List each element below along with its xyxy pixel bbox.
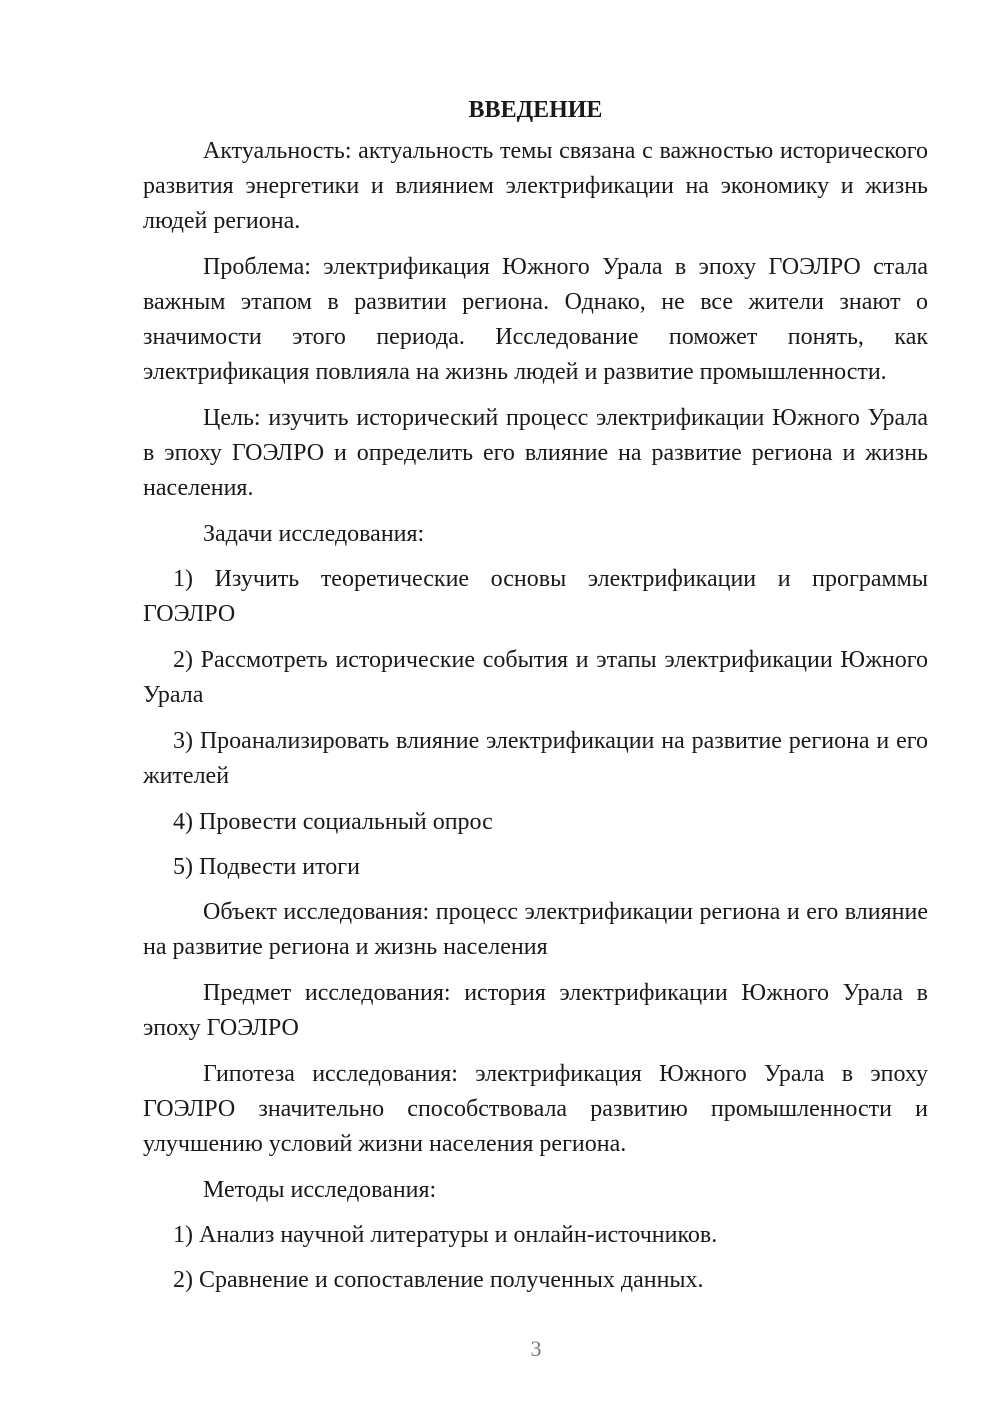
task-item: 4) Провести социальный опрос: [173, 809, 493, 835]
task-item: 2) Рассмотреть исторические события и этапы электрификации Южного Урала: [143, 647, 928, 708]
section-title: ВВЕДЕНИЕ: [468, 97, 603, 123]
task-item: 1) Изучить теоретические основы электрификации и программы ГОЭЛРО: [143, 566, 928, 627]
method-item: 1) Анализ научной литературы и онлайн-источников.: [173, 1222, 718, 1248]
goal-paragraph: Цель: изучить исторический процесс электрификации Южного Урала в эпоху ГОЭЛРО и определить его влияние на развитие региона и жизнь населения.: [143, 405, 928, 501]
hypothesis-paragraph: Гипотеза исследования: электрификация Южного Урала в эпоху ГОЭЛРО значительно способствовала развитию промышленности и улучшению условий жизни населения региона.: [143, 1061, 928, 1157]
problem-paragraph: Проблема: электрификация Южного Урала в эпоху ГОЭЛРО стала важным этапом в развитии региона. Однако, не все жители знают о значимости этого периода. Исследование поможет понять, как электрификация повлияла на жизнь людей и развитие промышленности.: [143, 254, 928, 385]
task-item: 5) Подвести итоги: [173, 854, 360, 880]
tasks-heading: Задачи исследования:: [203, 521, 425, 547]
method-item: 2) Сравнение и сопоставление полученных данных.: [173, 1267, 704, 1293]
task-item: 3) Проанализировать влияние электрификации на развитие региона и его жителей: [143, 728, 928, 789]
object-paragraph: Объект исследования: процесс электрификации региона и его влияние на развитие региона и жизнь населения: [143, 899, 928, 960]
page-content: [143, 92, 928, 1308]
relevance-paragraph: Актуальность: актуальность темы связана с важностью исторического развития энергетики и влиянием электрификации на экономику и жизнь людей региона.: [143, 138, 928, 234]
subject-paragraph: Предмет исследования: история электрификации Южного Урала в эпоху ГОЭЛРО: [143, 980, 928, 1041]
methods-heading: Методы исследования:: [203, 1177, 437, 1203]
page-number: 3: [530, 1336, 542, 1361]
